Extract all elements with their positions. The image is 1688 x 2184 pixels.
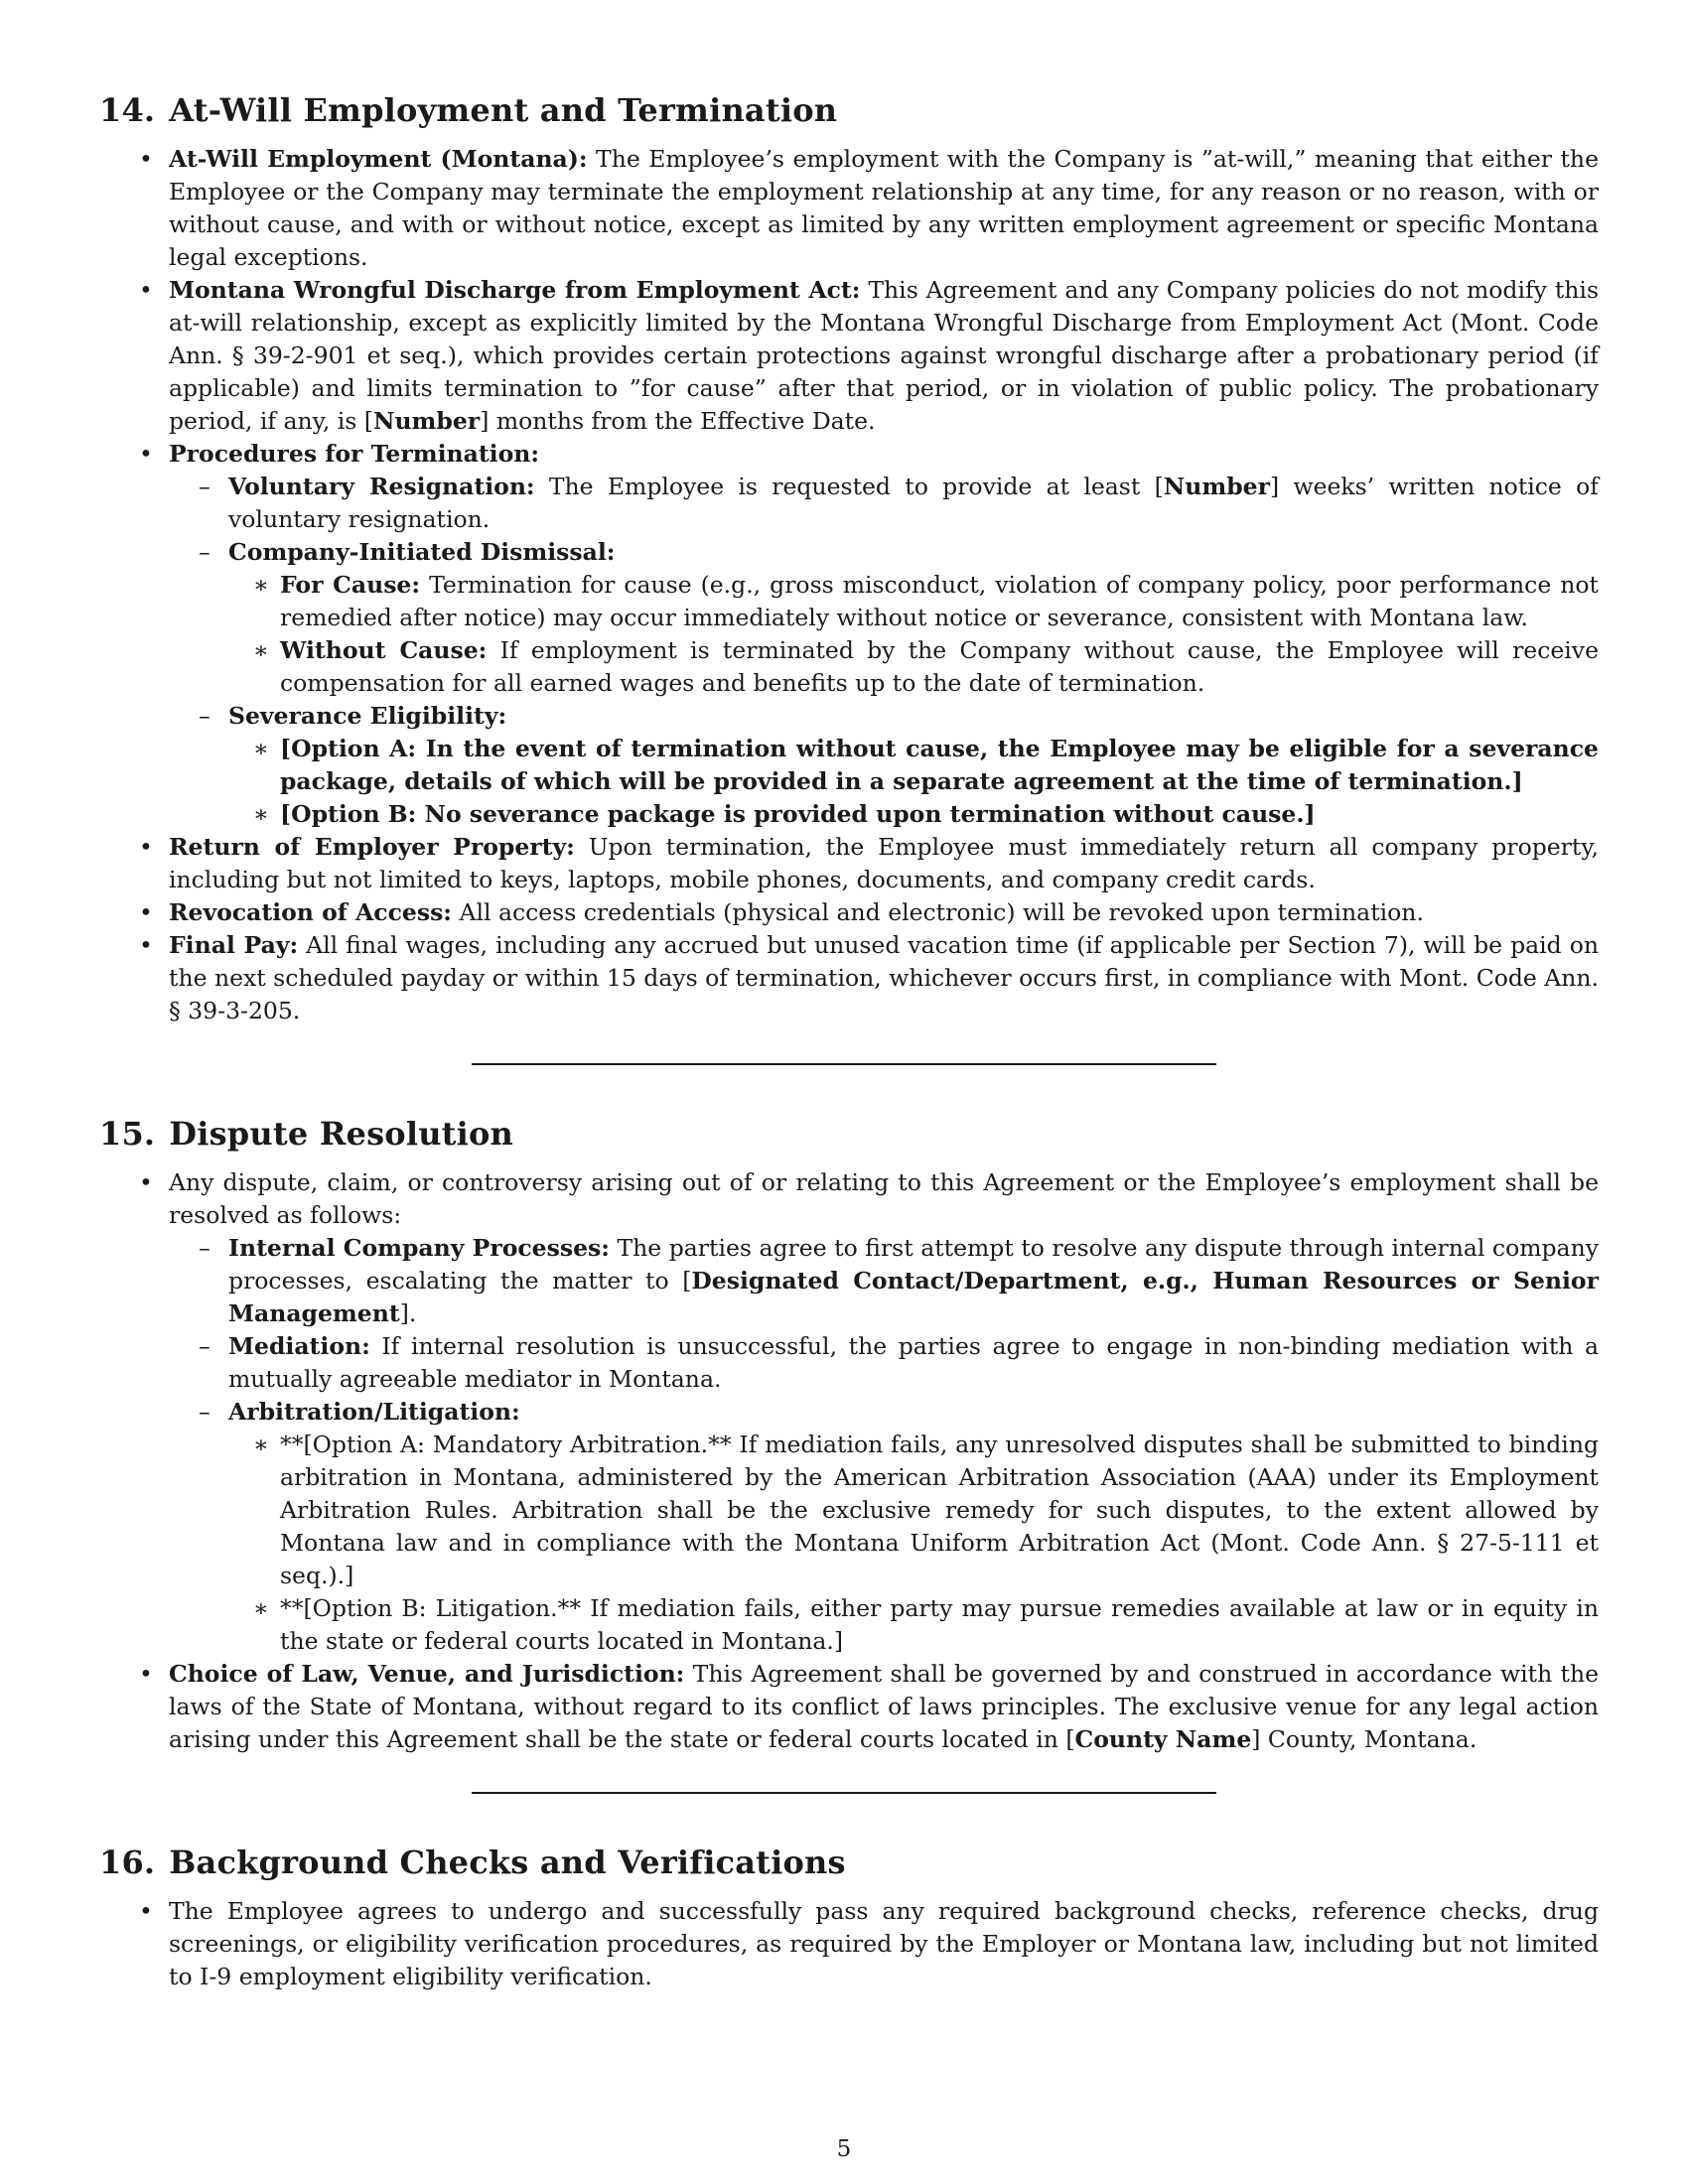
list-item-voluntary-resignation: – Voluntary Resignation: The Employee is requested to provide at least [Number] weeks’ written notice of voluntary resignation. — [199, 473, 1599, 533]
list-item-employer-property: • Return of Employer Property: Upon termination, the Employee must immediately return all company property, including but not limited to keys, laptops, mobile phones, documents, and company credit cards. — [139, 833, 1599, 893]
section-15 — [99, 1115, 1599, 1794]
section-15-heading: 15. Dispute Resolution — [99, 1115, 514, 1153]
section-divider — [472, 1792, 1216, 1794]
page-number: 5 — [836, 2136, 852, 2162]
placeholder-number: Number — [1163, 473, 1270, 500]
star-marker: ∗ — [253, 571, 269, 599]
list-item-without-cause: ∗ Without Cause: If employment is terminated by the Company without cause, the Employee will receive compensation for all earned wages and benefits up to the date of termination. — [253, 636, 1599, 697]
dash-marker: – — [199, 1234, 211, 1262]
list-item-revocation-access: • Revocation of Access: All access credentials (physical and electronic) will be revoked upon termination. — [169, 896, 1599, 929]
list-item-severance-option-b: ∗ [Option B: No severance package is provided upon termination without cause.] — [280, 798, 1599, 831]
placeholder-designated-contact: Designated Contact/Department, e.g., Human Resources or Senior Management — [228, 1267, 1599, 1327]
list-item-arbitration-litigation: – Arbitration/Litigation: — [228, 1396, 1599, 1429]
list-item-final-pay: • Final Pay: All final wages, including any accrued but unused vacation time (if applicable per Section 7), will be paid on the next scheduled payday or within 15 days of termination, whichever occurs first, in compliance with Mont. Code Ann. § 39-3-205. — [139, 931, 1599, 1024]
list-item-procedures: • Procedures for Termination: — [169, 438, 1599, 471]
list-item-wdea: • Montana Wrongful Discharge from Employment Act: This Agreement and any Company policies do not modify this at-will relationship, except as explicitly limited by the Montana Wrongful Discharge from Employment Act (Mont. Code Ann. § 39-2-901 et seq.), which provides certain protections against wrongful discharge after a probationary period (if applicable) and limits termination to ”for cause” after that period, or in violation of public policy. The probationary period, if any, is [Number] months from the Effective Date. — [139, 276, 1600, 435]
star-marker: ∗ — [253, 1431, 269, 1458]
section-14-list — [99, 143, 1599, 1027]
bullet-marker: • — [139, 276, 153, 304]
star-marker: ∗ — [253, 1594, 269, 1622]
bullet-marker: • — [139, 440, 153, 468]
list-item-background-checks: • The Employee agrees to undergo and successfully pass any required background checks, reference checks, drug screenings, or eligibility verification procedures, as required by the Employer or Montana law, including but not limited to I-9 employment eligibility verification. — [139, 1897, 1599, 1990]
list-item-company-dismissal: – Company-Initiated Dismissal: — [228, 536, 1599, 569]
bullet-marker: • — [139, 1897, 153, 1925]
bullet-marker: • — [139, 898, 153, 926]
list-item-mediation: – Mediation: If internal resolution is unsuccessful, the parties agree to engage in non-binding mediation with a mutually agreeable mediator in Montana. — [199, 1332, 1599, 1393]
star-marker: ∗ — [253, 735, 269, 762]
list-item-dispute-intro: • Any dispute, claim, or controversy arising out of or relating to this Agreement or the Employee’s employment shall be resolved as follows: — [139, 1168, 1599, 1229]
section-16-heading: 16. Background Checks and Verifications — [99, 1843, 846, 1881]
star-marker: ∗ — [253, 636, 269, 664]
list-item-arbitration-option-a: ∗ **[Option A: Mandatory Arbitration.** If mediation fails, any unresolved disputes shall be submitted to binding arbitration in Montana, administered by the American Arbitration Association (AAA) under its Employment Arbitration Rules. Arbitration shall be the exclusive remedy for such disputes, to the extent allowed by Montana law and in compliance with the Montana Uniform Arbitration Act (Mont. Code Ann. § 27-5-111 et seq.).] — [253, 1431, 1599, 1589]
section-divider — [472, 1063, 1216, 1065]
bullet-marker: • — [139, 1168, 153, 1196]
placeholder-number: Number — [372, 407, 481, 435]
list-item-choice-of-law: • Choice of Law, Venue, and Jurisdiction: This Agreement shall be governed by and construed in accordance with the laws of the State of Montana, without regard to its conflict of laws principles. The exclusive venue for any legal action arising under this Agreement shall be the state or federal courts located in [County Name] County, Montana. — [139, 1660, 1599, 1753]
bullet-marker: • — [139, 833, 153, 861]
section-16-list — [99, 1895, 1599, 1993]
dash-marker: – — [199, 473, 211, 500]
bullet-marker: • — [139, 145, 153, 173]
list-item-arbitration-option-b: ∗ **[Option B: Litigation.** If mediation fails, either party may pursue remedies available at law or in equity in the state or federal courts located in Montana.] — [253, 1594, 1599, 1655]
section-14-heading: 14. At-Will Employment and Termination — [99, 91, 838, 129]
bullet-marker: • — [139, 1660, 153, 1688]
dash-marker: – — [199, 538, 211, 566]
star-marker: ∗ — [253, 800, 269, 828]
dash-marker: – — [199, 702, 211, 730]
list-item-for-cause: ∗ For Cause: Termination for cause (e.g., gross misconduct, violation of company policy, poor performance not remedied after notice) may occur immediately without notice or severance, consistent with Montana law. — [253, 571, 1599, 631]
list-item-severance-option-a: ∗ [Option A: In the event of termination without cause, the Employee may be eligible for a severance package, details of which will be provided in a separate agreement at the time of termination.] — [253, 735, 1599, 795]
bullet-marker: • — [139, 931, 153, 959]
section-16 — [99, 1843, 1599, 1993]
list-item-severance: – Severance Eligibility: — [228, 700, 1599, 733]
dash-marker: – — [199, 1398, 211, 1426]
list-item-internal-processes: – Internal Company Processes: The parties agree to first attempt to resolve any dispute through internal company processes, escalating the matter to [Designated Contact/Department, e.g., Human Resources or Senior Management]. — [199, 1234, 1599, 1327]
section-14 — [99, 91, 1599, 1065]
page-content — [99, 91, 1599, 1993]
section-15-list — [99, 1166, 1599, 1756]
dash-marker: – — [199, 1332, 211, 1360]
list-item-at-will: • At-Will Employment (Montana): The Employee’s employment with the Company is ”at-will,” meaning that either the Employee or the Company may terminate the employment relationship at any time, for any reason or no reason, with or without cause, and with or without notice, except as limited by any written employment agreement or specific Montana legal exceptions. — [139, 145, 1599, 271]
placeholder-county-name: County Name — [1074, 1725, 1252, 1753]
